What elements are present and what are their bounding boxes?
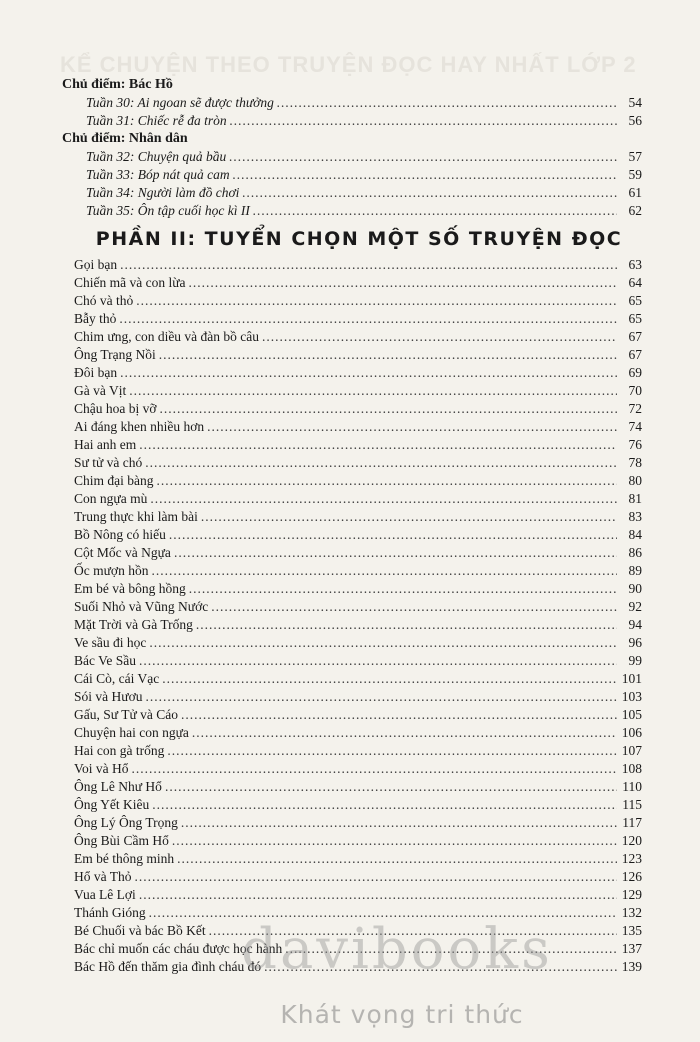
toc-entry[interactable]: Tuần 35: Ôn tập cuối học kì II ..... 62 bbox=[62, 202, 642, 220]
faded-running-header: KỂ CHUYỆN THEO TRUYỆN ĐỌC HAY NHẤT LỚP 2 bbox=[60, 52, 637, 77]
story-entry[interactable]: Bé Chuối và bác Bồ Kết ..... 135 bbox=[62, 922, 642, 940]
dot-leader bbox=[192, 724, 617, 742]
story-entry[interactable]: Chó và thỏ ..... 65 bbox=[62, 292, 642, 310]
page-number: 84 bbox=[628, 527, 642, 542]
page-number: 101 bbox=[621, 671, 642, 686]
story-entry[interactable]: Em bé và bông hồng ..... 90 bbox=[62, 580, 642, 598]
dot-leader bbox=[159, 346, 617, 364]
topic-heading-nhan-dan: Chủ điểm: Nhân dân bbox=[62, 131, 188, 146]
page-number: 90 bbox=[628, 581, 642, 596]
page-number: 72 bbox=[628, 401, 642, 416]
page-number: 129 bbox=[621, 887, 642, 902]
dot-leader bbox=[135, 868, 618, 886]
story-entry[interactable]: Chậu hoa bị vỡ ..... 72 bbox=[62, 400, 642, 418]
story-entry[interactable]: Cái Cò, cái Vạc ..... 101 bbox=[62, 670, 642, 688]
dot-leader bbox=[172, 832, 617, 850]
story-entry[interactable]: Bác chỉ muốn các cháu được học hành ..... 137 bbox=[62, 940, 642, 958]
story-entry[interactable]: Hai con gà trống ..... 107 bbox=[62, 742, 642, 760]
page-number: 107 bbox=[621, 743, 642, 758]
dot-leader bbox=[167, 742, 617, 760]
story-entry[interactable]: Thánh Gióng ..... 132 bbox=[62, 904, 642, 922]
story-entry[interactable]: Chim ưng, con diều và đàn bồ câu ..... 67 bbox=[62, 328, 642, 346]
dot-leader bbox=[129, 382, 617, 400]
page-number: 135 bbox=[621, 923, 642, 938]
dot-leader bbox=[120, 364, 617, 382]
page-number: 54 bbox=[628, 95, 642, 110]
story-entry[interactable]: Gọi bạn ..... 63 bbox=[62, 256, 642, 274]
page-number: 81 bbox=[628, 491, 642, 506]
story-entry[interactable]: Đôi bạn ..... 69 bbox=[62, 364, 642, 382]
story-entry[interactable]: Cột Mốc và Ngựa ..... 86 bbox=[62, 544, 642, 562]
dot-leader bbox=[233, 166, 617, 184]
dot-leader bbox=[165, 778, 617, 796]
page-number: 59 bbox=[628, 167, 642, 182]
page-number: 96 bbox=[628, 635, 642, 650]
story-entry[interactable]: Bồ Nông có hiếu ..... 84 bbox=[62, 526, 642, 544]
page-number: 62 bbox=[628, 203, 642, 218]
page-number: 86 bbox=[628, 545, 642, 560]
dot-leader bbox=[150, 490, 617, 508]
page-number: 132 bbox=[621, 905, 642, 920]
page-number: 67 bbox=[628, 347, 642, 362]
story-entry[interactable]: Ve sầu đi học ..... 96 bbox=[62, 634, 642, 652]
dot-leader bbox=[174, 544, 617, 562]
dot-leader bbox=[139, 436, 617, 454]
dot-leader bbox=[132, 760, 617, 778]
page-number: 80 bbox=[628, 473, 642, 488]
page-number: 64 bbox=[628, 275, 642, 290]
story-entry[interactable]: Bẫy thỏ ..... 65 bbox=[62, 310, 642, 328]
dot-leader bbox=[145, 454, 617, 472]
story-entry[interactable]: Hổ và Thỏ ..... 126 bbox=[62, 868, 642, 886]
dot-leader bbox=[181, 706, 617, 724]
toc-entry[interactable]: Tuần 31: Chiếc rễ đa tròn ..... 56 bbox=[62, 112, 642, 130]
dot-leader bbox=[145, 688, 617, 706]
page-number: 103 bbox=[621, 689, 642, 704]
page-number: 126 bbox=[621, 869, 642, 884]
story-entry[interactable]: Gà và Vịt ..... 70 bbox=[62, 382, 642, 400]
toc-entry[interactable]: Tuần 30: Ai ngoan sẽ được thưởng ..... 54 bbox=[62, 94, 642, 112]
dot-leader bbox=[253, 202, 617, 220]
page-number: 99 bbox=[628, 653, 642, 668]
story-entry[interactable]: Ông Lý Ông Trọng ..... 117 bbox=[62, 814, 642, 832]
story-list bbox=[62, 256, 642, 976]
page-number: 137 bbox=[621, 941, 642, 956]
topic-heading-bac-ho: Chủ điểm: Bác Hồ bbox=[62, 77, 173, 92]
page-number: 110 bbox=[622, 779, 642, 794]
page-number: 106 bbox=[621, 725, 642, 740]
story-entry[interactable]: Voi và Hổ ..... 108 bbox=[62, 760, 642, 778]
page-number: 76 bbox=[628, 437, 642, 452]
page-number: 123 bbox=[621, 851, 642, 866]
dot-leader bbox=[157, 472, 618, 490]
story-entry[interactable]: Bác Hồ đến thăm gia đình cháu đó ..... 139 bbox=[62, 958, 642, 976]
story-entry[interactable]: Mặt Trời và Gà Trống ..... 94 bbox=[62, 616, 642, 634]
watermark-tagline: Khát vọng tri thức bbox=[280, 1000, 524, 1029]
story-entry[interactable]: Con ngựa mù ..... 81 bbox=[62, 490, 642, 508]
dot-leader bbox=[189, 580, 617, 598]
page-number: 115 bbox=[622, 797, 642, 812]
page-number: 65 bbox=[628, 311, 642, 326]
story-entry[interactable]: Gấu, Sư Tử và Cáo ..... 105 bbox=[62, 706, 642, 724]
story-entry[interactable]: Sói và Hươu ..... 103 bbox=[62, 688, 642, 706]
dot-leader bbox=[277, 94, 617, 112]
dot-leader bbox=[196, 616, 617, 634]
story-entry[interactable]: Chiến mã và con lừa ..... 64 bbox=[62, 274, 642, 292]
page-number: 56 bbox=[628, 113, 642, 128]
page-number: 105 bbox=[621, 707, 642, 722]
dot-leader bbox=[139, 652, 617, 670]
story-entry[interactable]: Ông Lê Như Hổ ..... 110 bbox=[62, 778, 642, 796]
dot-leader bbox=[242, 184, 617, 202]
table-of-contents bbox=[62, 76, 642, 976]
story-entry[interactable]: Vua Lê Lợi ..... 129 bbox=[62, 886, 642, 904]
page-number: 89 bbox=[628, 563, 642, 578]
dot-leader bbox=[181, 814, 617, 832]
dot-leader bbox=[177, 850, 617, 868]
story-entry[interactable]: Sư tử và chó ..... 78 bbox=[62, 454, 642, 472]
page-number: 74 bbox=[628, 419, 642, 434]
page-number: 92 bbox=[628, 599, 642, 614]
toc-entry[interactable]: Tuần 32: Chuyện quả bầu ..... 57 bbox=[62, 148, 642, 166]
page-number: 83 bbox=[628, 509, 642, 524]
watermark-brand: davibooks bbox=[241, 917, 553, 982]
dot-leader bbox=[136, 292, 617, 310]
dot-leader bbox=[151, 562, 617, 580]
dot-leader bbox=[201, 508, 617, 526]
story-entry[interactable]: Trung thực khi làm bài ..... 83 bbox=[62, 508, 642, 526]
story-entry[interactable]: Em bé thông minh ..... 123 bbox=[62, 850, 642, 868]
page-number: 69 bbox=[628, 365, 642, 380]
dot-leader bbox=[160, 400, 617, 418]
dot-leader bbox=[169, 526, 617, 544]
story-entry[interactable]: Ai đáng khen nhiều hơn ..... 74 bbox=[62, 418, 642, 436]
story-entry[interactable]: Ông Trạng Nồi ..... 67 bbox=[62, 346, 642, 364]
toc-entry[interactable]: Tuần 33: Bóp nát quả cam ..... 59 bbox=[62, 166, 642, 184]
page-number: 57 bbox=[628, 149, 642, 164]
story-entry[interactable]: Ông Yết Kiêu ..... 115 bbox=[62, 796, 642, 814]
dot-leader bbox=[229, 148, 617, 166]
dot-leader bbox=[211, 598, 617, 616]
dot-leader bbox=[119, 310, 617, 328]
page-number: 78 bbox=[628, 455, 642, 470]
dot-leader bbox=[152, 796, 617, 814]
story-entry[interactable]: Hai anh em ..... 76 bbox=[62, 436, 642, 454]
dot-leader bbox=[189, 274, 617, 292]
page-number: 94 bbox=[628, 617, 642, 632]
story-entry[interactable]: Ốc mượn hồn ..... 89 bbox=[62, 562, 642, 580]
story-entry[interactable]: Bác Ve Sầu ..... 99 bbox=[62, 652, 642, 670]
story-entry[interactable]: Chuyện hai con ngựa ..... 106 bbox=[62, 724, 642, 742]
page-number: 63 bbox=[628, 257, 642, 272]
page-number: 67 bbox=[628, 329, 642, 344]
dot-leader bbox=[230, 112, 617, 130]
dot-leader bbox=[162, 670, 617, 688]
dot-leader bbox=[149, 634, 617, 652]
part-two-heading: PHẦN II: TUYỂN CHỌN MỘT SỐ TRUYỆN ĐỌC bbox=[95, 228, 623, 250]
dot-leader bbox=[120, 256, 617, 274]
page-number: 65 bbox=[628, 293, 642, 308]
story-entry[interactable]: Ông Bùi Cầm Hổ ..... 120 bbox=[62, 832, 642, 850]
story-entry[interactable]: Chim đại bàng ..... 80 bbox=[62, 472, 642, 490]
page-number: 108 bbox=[621, 761, 642, 776]
page-number: 120 bbox=[621, 833, 642, 848]
page-number: 117 bbox=[622, 815, 642, 830]
page-number: 70 bbox=[628, 383, 642, 398]
dot-leader bbox=[262, 328, 617, 346]
dot-leader bbox=[207, 418, 617, 436]
dot-leader bbox=[139, 886, 617, 904]
page-number: 139 bbox=[621, 959, 642, 974]
page-number: 61 bbox=[628, 185, 642, 200]
story-entry[interactable]: Suối Nhỏ và Vũng Nước ..... 92 bbox=[62, 598, 642, 616]
toc-entry[interactable]: Tuần 34: Người làm đồ chơi ..... 61 bbox=[62, 184, 642, 202]
